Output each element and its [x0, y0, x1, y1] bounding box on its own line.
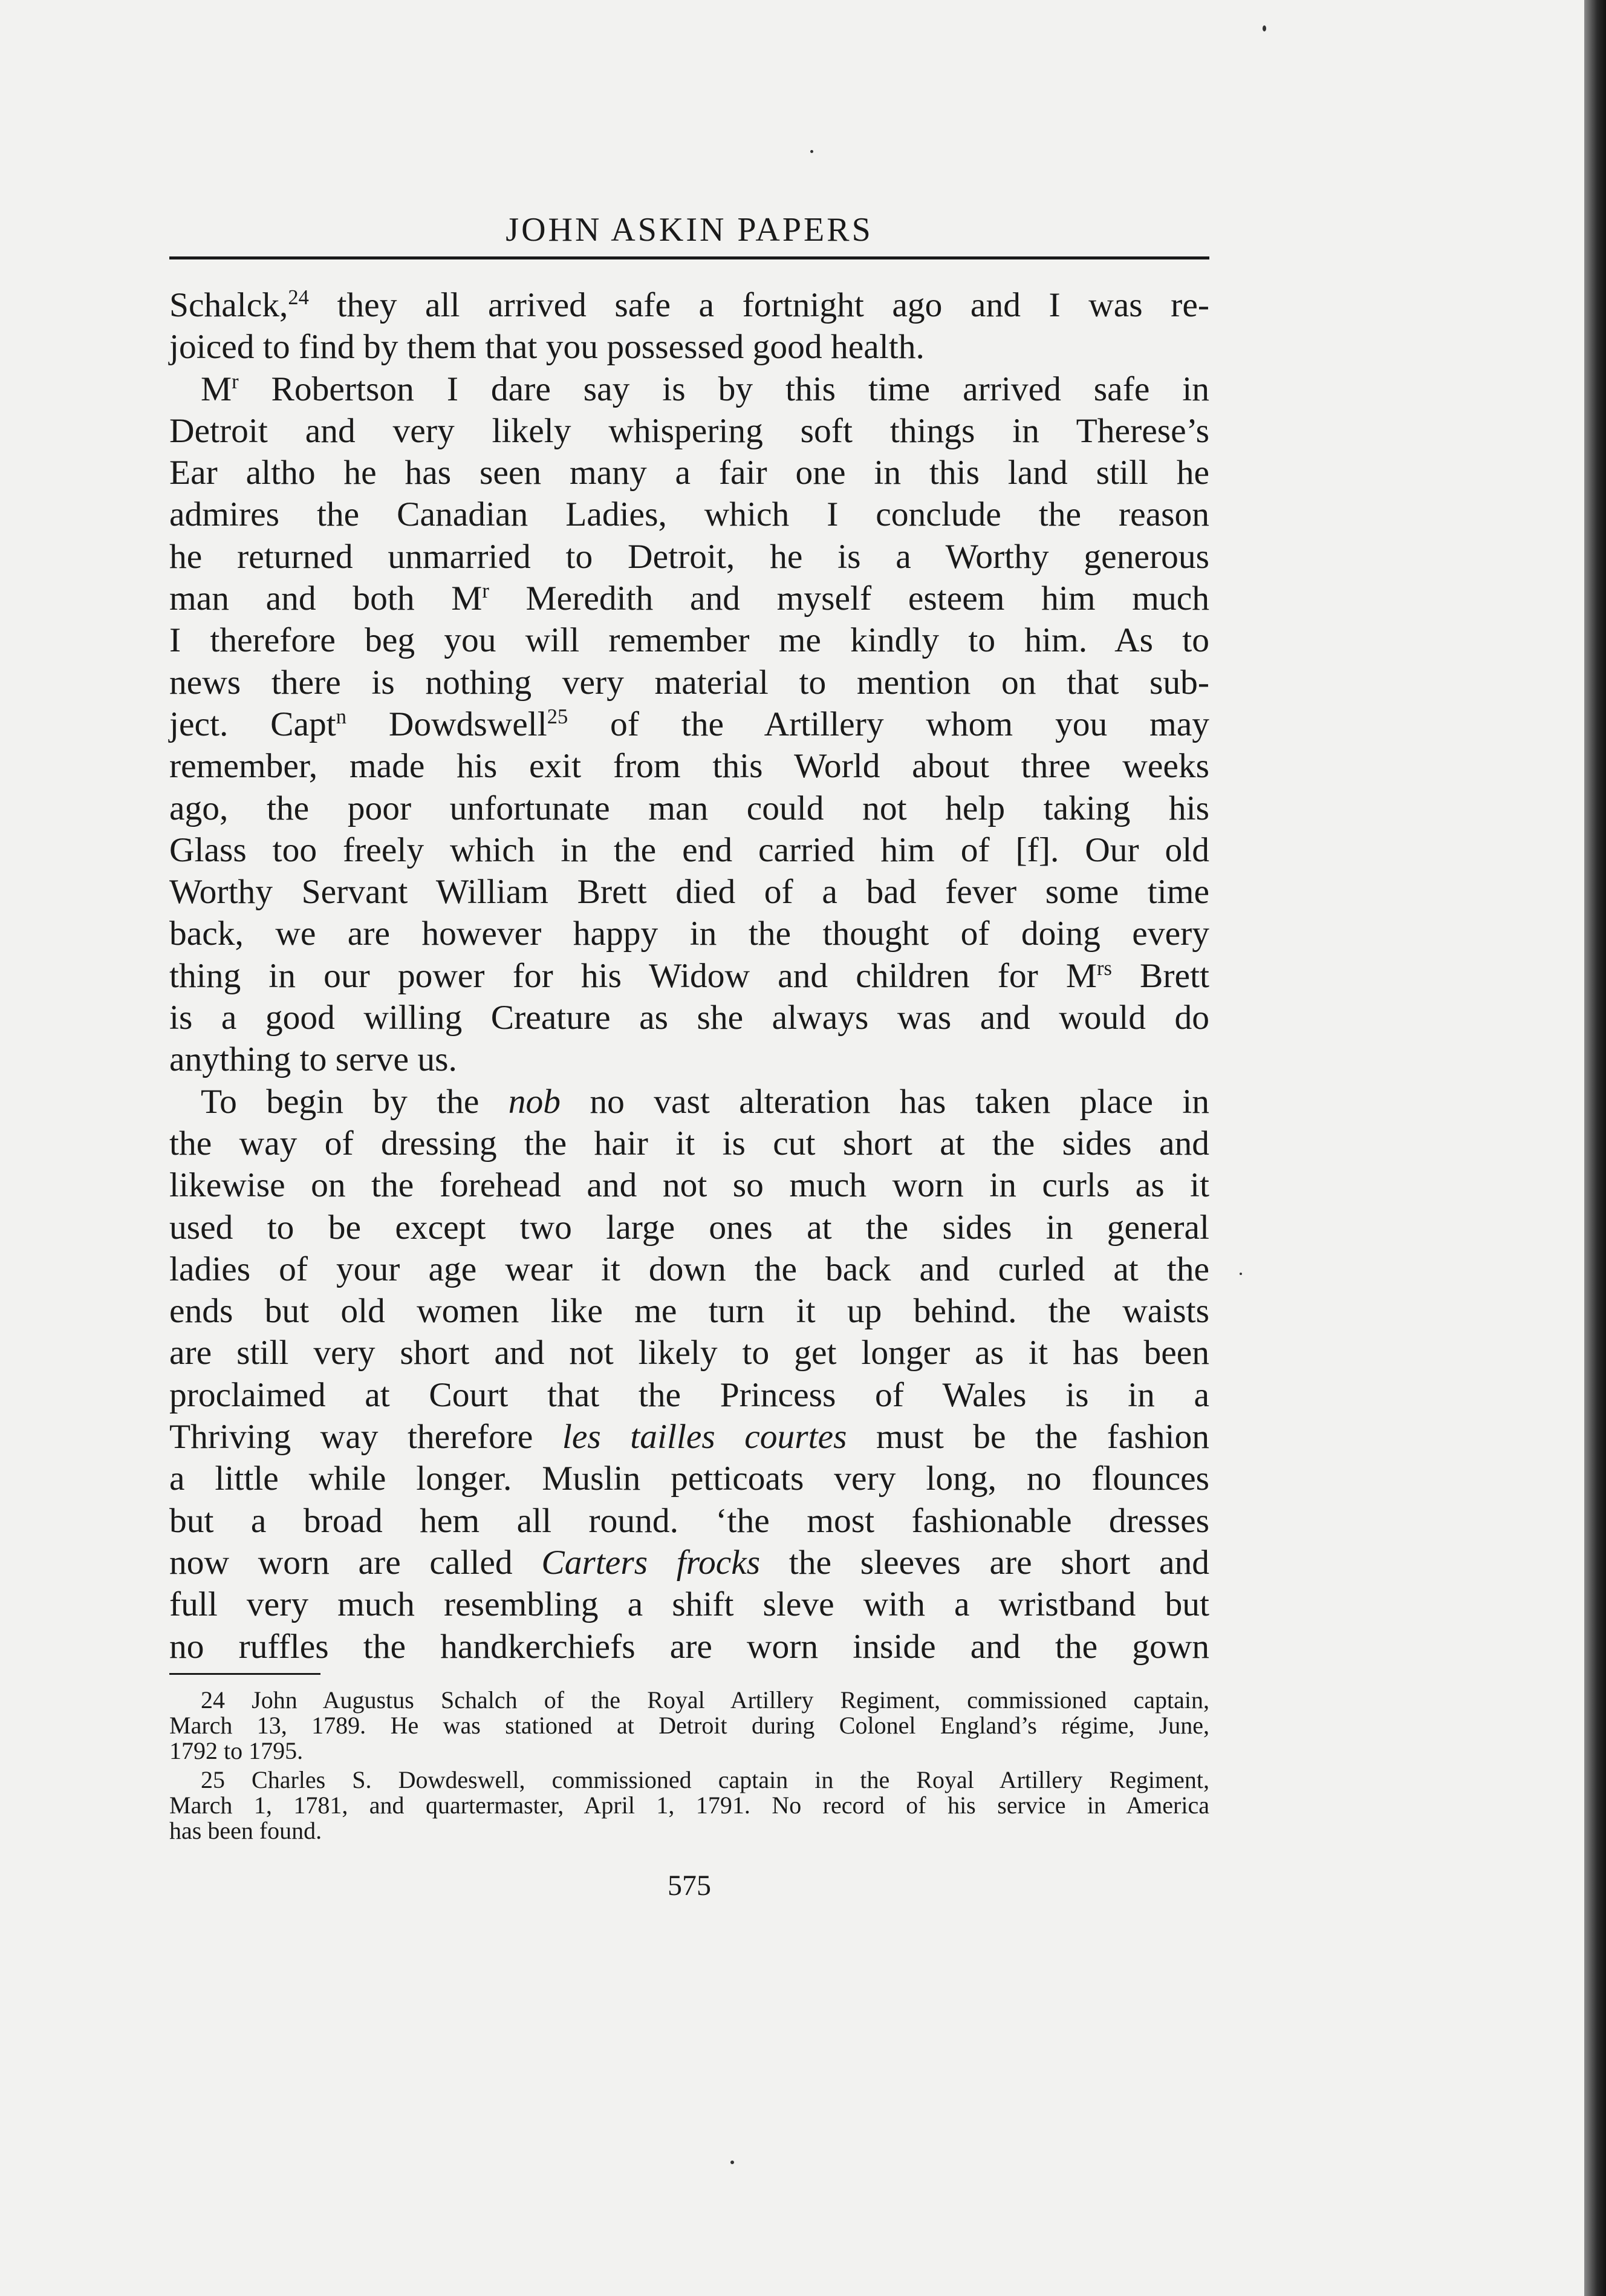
body-text	[169, 284, 1209, 1668]
superscript: r	[482, 579, 489, 602]
superscript: rs	[1096, 956, 1112, 980]
body-line: the way of dressing the hair it is cut short at the sides and	[169, 1124, 1209, 1163]
body-line: Detroit and very likely whispering soft things in Therese’s	[169, 411, 1209, 450]
italic-phrase: nob	[508, 1082, 561, 1121]
body-line: anything to serve us.	[169, 1040, 457, 1079]
footnote-line: has been found.	[169, 1817, 322, 1844]
body-line: he returned unmarried to Detroit, he is a Worthy generous	[169, 537, 1209, 576]
body-line: ject. Capt$^n$ Dowdswell$^{25}$ of the Artillery whom you may	[169, 705, 1209, 743]
body-line: Ear altho he has seen many a fair one in this land still he	[169, 454, 1209, 492]
body-line: are still very short and not likely to get longer as it has been	[169, 1334, 1209, 1372]
page-number: 575	[668, 1870, 711, 1902]
body-line: To begin by the nob no vast alteration has taken place in	[201, 1082, 1209, 1121]
body-line: used to be except two large ones at the sides in general	[169, 1208, 1209, 1247]
paper-speck	[730, 2161, 734, 2164]
header-rule	[169, 256, 1209, 259]
superscript: r	[232, 370, 239, 393]
running-head: JOHN ASKIN PAPERS	[506, 211, 873, 249]
body-line: back, we are however happy in the thought of doing every	[169, 915, 1209, 953]
paper-speck	[810, 150, 813, 153]
footnote-rule	[169, 1673, 320, 1675]
footnote-line: 25 Charles S. Dowdeswell, commissioned captain in the Royal Artillery Regiment,	[201, 1766, 1209, 1793]
body-line: $M^r$ Robertson I dare say is by this time arrived safe in	[201, 370, 1209, 408]
superscript: n	[336, 705, 347, 728]
footnote-line: March 1, 1781, and quartermaster, April 1, 1791. No record of his service in America	[169, 1792, 1209, 1819]
paper-speck	[1240, 1273, 1242, 1275]
body-line: remember, made his exit from this World about three weeks	[169, 747, 1209, 786]
body-line: Worthy Servant William Brett died of a bad fever some time	[169, 873, 1209, 912]
body-line: ladies of your age wear it down the back and curled at the	[169, 1250, 1209, 1288]
superscript: 24	[288, 285, 309, 309]
body-line: ago, the poor unfortunate man could not help taking his	[169, 789, 1209, 827]
body-line: ends but old women like me turn it up behind. the waists	[169, 1292, 1209, 1331]
body-line: proclaimed at Court that the Princess of Wales is in a	[169, 1375, 1209, 1414]
footnote	[169, 1767, 1209, 1844]
italic-phrase: Carters frocks	[541, 1543, 761, 1582]
footnote-line: March 13, 1789. He was stationed at Detroit during Colonel England’s régime, June,	[169, 1712, 1209, 1739]
body-line: likewise on the forehead and not so much worn in curls as it	[169, 1166, 1209, 1205]
superscript: 25	[547, 705, 568, 728]
body-line: full very much resembling a shift sleve with a wristband but	[169, 1585, 1209, 1624]
body-line: is a good willing Creature as she always was and would do	[169, 999, 1209, 1037]
body-line: man and both $M^r$ Meredith and myself esteem him much	[169, 579, 1209, 618]
footnote-line: 1792 to 1795.	[169, 1737, 304, 1764]
body-line: Thriving way therefore les tailles courtes must be the fashion	[169, 1418, 1209, 1456]
body-line: thing in our power for his Widow and children for $M^{rs}$ Brett	[169, 956, 1209, 995]
footnote-line: 24 John Augustus Schalch of the Royal Artillery Regiment, commissioned captain,	[201, 1686, 1209, 1714]
page-edge-shadow	[1584, 0, 1606, 2296]
body-line: a little while longer. Muslin petticoats very long, no flounces	[169, 1459, 1209, 1498]
body-line: joiced to find by them that you possessed good health.	[169, 328, 925, 367]
body-line: news there is nothing very material to mention on that sub-	[169, 663, 1209, 702]
paper-speck	[1263, 25, 1266, 31]
body-line: Schalck,$^{24}$ they all arrived safe a fortnight ago and I was re-	[169, 285, 1209, 324]
footnote	[169, 1688, 1209, 1764]
body-line: I therefore beg you will remember me kindly to him. As to	[169, 621, 1209, 660]
footnotes	[169, 1688, 1209, 1847]
body-line: no ruffles the handkerchiefs are worn inside and the gown	[169, 1627, 1209, 1666]
body-line: but a broad hem all round. ‘the most fashionable dresses	[169, 1501, 1209, 1540]
italic-phrase: les tailles courtes	[562, 1418, 847, 1456]
body-line: admires the Canadian Ladies, which I conclude the reason	[169, 495, 1209, 534]
body-line: now worn are called Carters frocks the sleeves are short and	[169, 1543, 1209, 1582]
body-line: Glass too freely which in the end carried him of [f]. Our old	[169, 830, 1209, 869]
